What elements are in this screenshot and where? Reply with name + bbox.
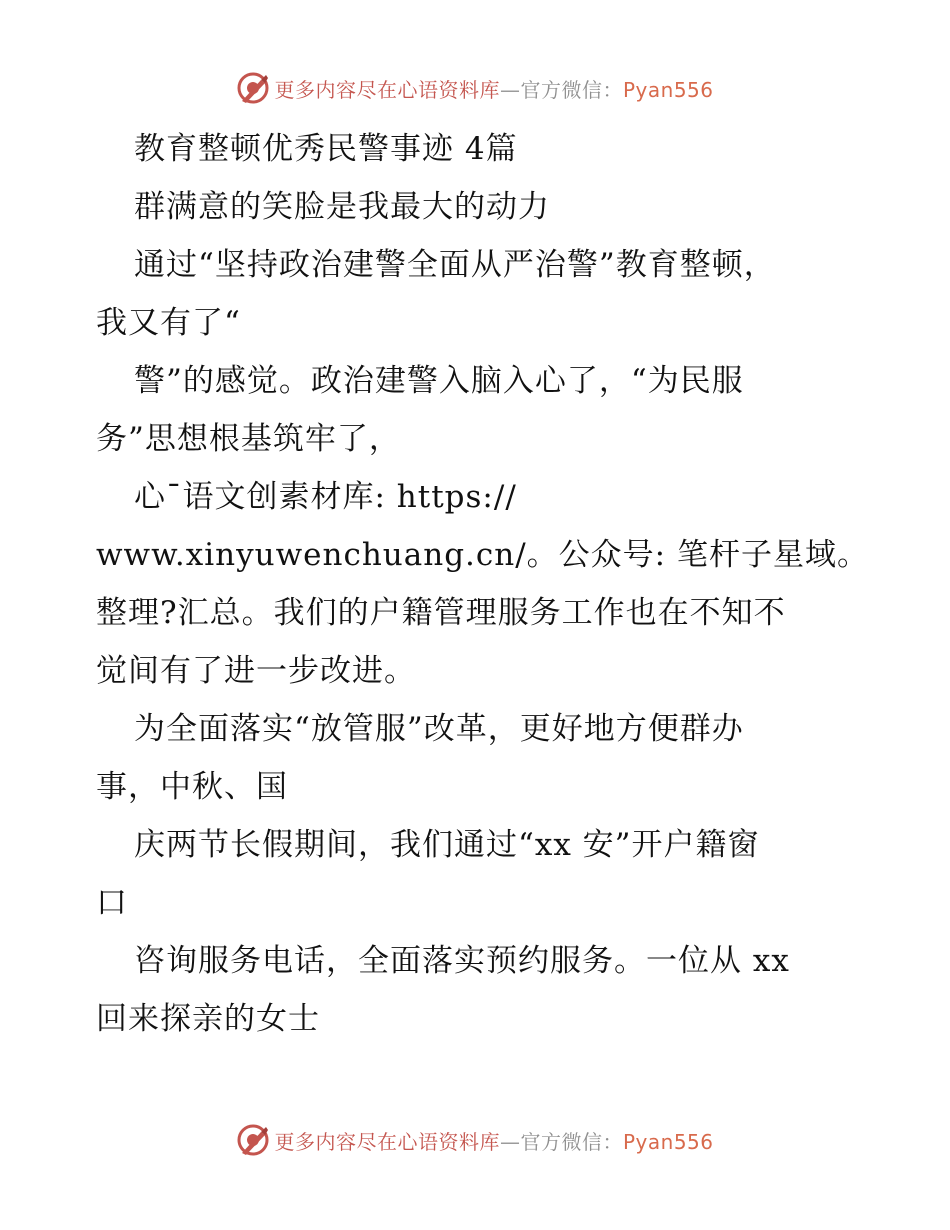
banner-wechat-label: 官方微信：: [520, 1129, 623, 1154]
doc-line: 庆两节长假期间，我们通过“xx 安”开户籍窗: [134, 827, 760, 863]
banner-wechat-id: Pyan556: [622, 1129, 714, 1154]
banner-main-text: 更多内容尽在心语资料库: [274, 1129, 500, 1154]
banner-text: [274, 1126, 713, 1155]
document-body: [96, 120, 869, 1048]
doc-line: 我又有了“: [96, 305, 241, 341]
banner-text: [274, 74, 713, 103]
banner-wechat-id: Pyan556: [622, 77, 714, 102]
banner-dash: —: [499, 1129, 521, 1154]
doc-line: 务”思想根基筑牢了，: [96, 421, 401, 457]
pen-logo-icon: [236, 71, 270, 105]
doc-title: 教育整顿优秀民警事迹 4篇: [134, 131, 518, 167]
doc-line: 回来探亲的女士: [96, 1001, 320, 1037]
doc-line: 心¯语文创素材库: https://: [134, 479, 517, 515]
doc-line: 觉间有了进一步改进。: [96, 653, 416, 689]
banner-main-text: 更多内容尽在心语资料库: [274, 77, 500, 102]
doc-line: 警”的感觉。政治建警入脑入心了，“为民服: [134, 363, 744, 399]
doc-line: 群满意的笑脸是我最大的动力: [134, 189, 550, 225]
doc-line: www.xinyuwenchuang.cn/。公众号: 笔杆子星域。: [96, 537, 869, 573]
header-banner: [0, 66, 950, 110]
doc-line: 为全面落实“放管服”改革，更好地方便群办: [134, 711, 744, 747]
doc-line: 整理?汇总。我们的户籍管理服务工作也在不知不: [96, 595, 786, 631]
doc-line: 咨询服务电话，全面落实预约服务。一位从 xx: [134, 943, 790, 979]
banner-dash: —: [499, 77, 521, 102]
doc-line: 通过“坚持政治建警全面从严治警”教育整顿，: [134, 247, 776, 283]
doc-line: 事，中秋、国: [96, 769, 288, 805]
doc-line: 口: [96, 885, 128, 921]
footer-banner: [0, 1118, 950, 1162]
pen-logo-icon: [236, 1123, 270, 1157]
banner-wechat-label: 官方微信：: [520, 77, 623, 102]
